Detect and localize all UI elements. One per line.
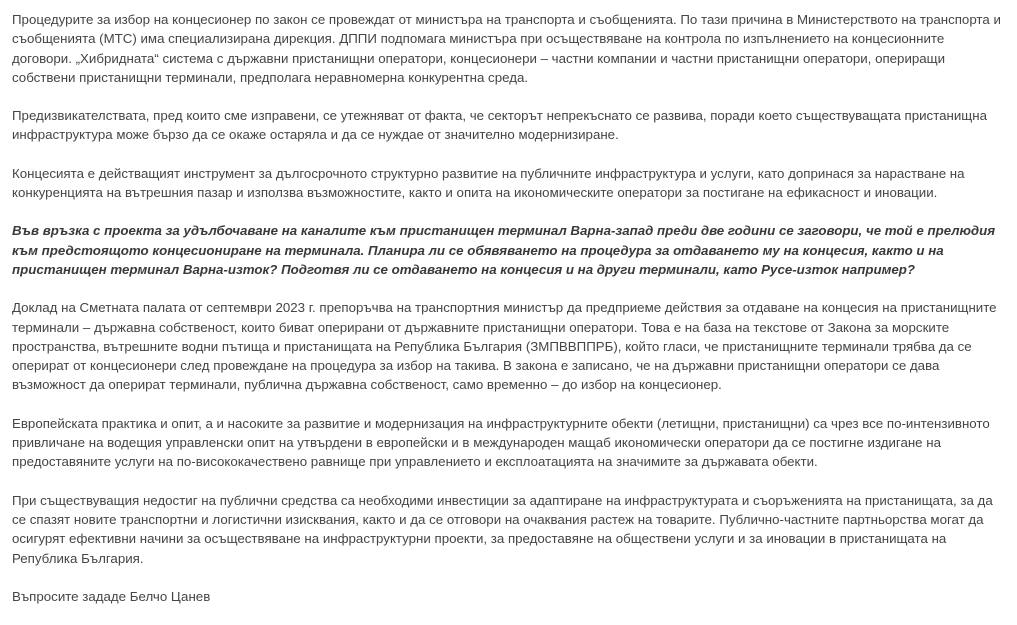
byline: Въпросите зададе Белчо Цанев [12,588,211,604]
interview-question: Във връзка с проекта за удълбочаване на каналите към пристанищен терминал Варна-запад преди две години се заговори, че той е прелюдия към предстоящото концесиониране на терминала. Планира ли се обявяването на процедура за отдаването му на концесия, както и на пристанищен терминал Варна-изток? Подготвя ли се отдаването на концесия и на други терминали, като Русе-изток например? [12,223,996,277]
article-body [12,10,1007,625]
paragraph-audit-report: Доклад на Сметната палата от септември 2023 г. препоръчва на транспортния министър да предприеме действия за отдаване на концесия на пристанищните терминали – държавна собственост, които биват оперирани от държавните пристанищни оператори. Това е на база на текстове от Закона за морските пространства, вътрешните водни пътища и пристанищата на Република България (ЗМПВВППРБ), който гласи, че пристанищните терминали трябва да се оперират от концесионери след провеждане на процедура за избор на такива. В закона е записано, че на държавни пристанищни оператори се дава възможност да оперират терминали, публична държавна собственост, само временно – до избор на концесионер. [12,300,997,393]
paragraph-challenges: Предизвикателствата, пред които сме изправени, се утежняват от факта, че секторът непрекъснато се развива, поради което съществуващата пристанищна инфраструктура може бързо да се окаже остаряла и да се нуждае от значително модернизиране. [12,108,987,143]
paragraph-european-practice: Европейската практика и опит, а и насоките за развитие и модернизация на инфраструктурните обекти (летищни, пристанищни) са чрез все по-интензивното привличане на водещия управленски опит на утвърдени в европейски и в международен мащаб икономически оператори да се постигне издигане на предоставяните услуги на по-висококачествено равнище при управлението и експлоатацията на значимите за държавата обекти. [12,415,990,470]
paragraph-concession-procedure: Процедурите за избор на концесионер по закон се провеждат от министъра на транспорта и съобщенията. По тази причина в Министерството на транспорта и съобщенията (МТС) има специализирана дирекция. ДППИ подпомага министъра при осъществяване на контрола по изпълнението на концесионните договори. „Хибридната“ система с държавни пристанищни оператори, концесионери – частни компании и частни пристанищни оператори, опериращи собствени пристанищни терминали, предполага неравномерна конкурентна среда. [12,12,1001,85]
paragraph-concession-instrument: Концесията е действащият инструмент за дългосрочното структурно развитие на публичните инфраструктура и услуги, като допринася за нарастване на конкуренцията на вътрешния пазар и използва възможностите, както и опита на икономическите оператори за постигане на ефикасност и иновации. [12,165,965,201]
paragraph-public-private-partnership: При съществуващия недостиг на публични средства са необходими инвестиции за адаптиране на инфраструктурата и съоръженията на пристанищата, за да се спазят новите транспортни и логистични изисквания, както и да се отговори на очаквания растеж на товарите. Публично-частните партньорства могат да осигурят ефективни начини за осъществяване на инфраструктурни проекти, за предоставяне на обществени услуги и за иновации в пристанищата на Република България. [12,492,993,566]
